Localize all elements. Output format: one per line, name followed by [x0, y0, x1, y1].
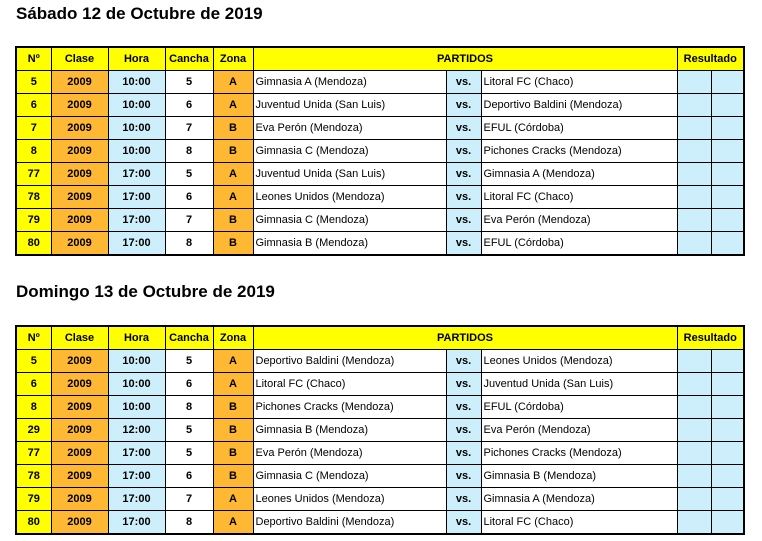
table-row — [16, 373, 744, 396]
versus-label: vs. — [446, 373, 481, 396]
match-clase: 2009 — [51, 209, 108, 232]
header-partidos: PARTIDOS — [253, 47, 677, 71]
home-team: Gimnasia C (Mendoza) — [253, 465, 446, 488]
match-number: 77 — [16, 442, 51, 465]
away-score-cell[interactable] — [711, 94, 744, 117]
match-zona: A — [213, 163, 253, 186]
match-hora: 17:00 — [108, 163, 165, 186]
away-team: Juventud Unida (San Luis) — [481, 373, 677, 396]
match-cancha: 5 — [165, 419, 213, 442]
table-row — [16, 511, 744, 535]
home-team: Pichones Cracks (Mendoza) — [253, 396, 446, 419]
match-number: 7 — [16, 117, 51, 140]
versus-label: vs. — [446, 71, 481, 94]
versus-label: vs. — [446, 465, 481, 488]
home-score-cell[interactable] — [677, 186, 711, 209]
versus-label: vs. — [446, 209, 481, 232]
versus-label: vs. — [446, 350, 481, 373]
match-zona: A — [213, 350, 253, 373]
match-hora: 10:00 — [108, 140, 165, 163]
home-score-cell[interactable] — [677, 396, 711, 419]
away-team: Deportivo Baldini (Mendoza) — [481, 94, 677, 117]
match-cancha: 8 — [165, 511, 213, 535]
away-score-cell[interactable] — [711, 186, 744, 209]
away-score-cell[interactable] — [711, 163, 744, 186]
home-team: Eva Perón (Mendoza) — [253, 117, 446, 140]
away-team: Pichones Cracks (Mendoza) — [481, 442, 677, 465]
match-hora: 17:00 — [108, 465, 165, 488]
away-team: Eva Perón (Mendoza) — [481, 419, 677, 442]
table-row — [16, 140, 744, 163]
match-zona: A — [213, 71, 253, 94]
match-clase: 2009 — [51, 465, 108, 488]
home-score-cell[interactable] — [677, 71, 711, 94]
away-score-cell[interactable] — [711, 232, 744, 256]
versus-label: vs. — [446, 140, 481, 163]
match-zona: A — [213, 511, 253, 535]
away-score-cell[interactable] — [711, 350, 744, 373]
away-score-cell[interactable] — [711, 465, 744, 488]
match-zona: B — [213, 140, 253, 163]
versus-label: vs. — [446, 186, 481, 209]
home-score-cell[interactable] — [677, 350, 711, 373]
home-score-cell[interactable] — [677, 232, 711, 256]
table-row — [16, 209, 744, 232]
match-cancha: 5 — [165, 71, 213, 94]
table-row — [16, 419, 744, 442]
header-cancha: Cancha — [165, 47, 213, 71]
match-clase: 2009 — [51, 373, 108, 396]
match-clase: 2009 — [51, 396, 108, 419]
versus-label: vs. — [446, 488, 481, 511]
match-cancha: 6 — [165, 465, 213, 488]
versus-label: vs. — [446, 419, 481, 442]
match-number: 80 — [16, 232, 51, 256]
match-clase: 2009 — [51, 350, 108, 373]
home-score-cell[interactable] — [677, 209, 711, 232]
away-team: Litoral FC (Chaco) — [481, 511, 677, 535]
away-score-cell[interactable] — [711, 442, 744, 465]
away-score-cell[interactable] — [711, 511, 744, 535]
header-partidos: PARTIDOS — [253, 326, 677, 350]
away-team: Eva Perón (Mendoza) — [481, 209, 677, 232]
away-score-cell[interactable] — [711, 373, 744, 396]
table-row — [16, 163, 744, 186]
match-hora: 10:00 — [108, 94, 165, 117]
match-number: 8 — [16, 396, 51, 419]
versus-label: vs. — [446, 94, 481, 117]
match-zona: B — [213, 396, 253, 419]
match-zona: B — [213, 117, 253, 140]
match-hora: 10:00 — [108, 71, 165, 94]
match-number: 78 — [16, 186, 51, 209]
versus-label: vs. — [446, 396, 481, 419]
home-team: Eva Perón (Mendoza) — [253, 442, 446, 465]
header-row — [16, 326, 744, 350]
away-team: EFUL (Córdoba) — [481, 117, 677, 140]
away-team: Litoral FC (Chaco) — [481, 186, 677, 209]
match-clase: 2009 — [51, 71, 108, 94]
match-hora: 10:00 — [108, 350, 165, 373]
match-hora: 17:00 — [108, 442, 165, 465]
match-zona: B — [213, 209, 253, 232]
match-cancha: 6 — [165, 373, 213, 396]
home-score-cell[interactable] — [677, 511, 711, 535]
match-clase: 2009 — [51, 163, 108, 186]
match-cancha: 7 — [165, 209, 213, 232]
match-number: 80 — [16, 511, 51, 535]
match-hora: 17:00 — [108, 186, 165, 209]
table-row — [16, 94, 744, 117]
away-team: Gimnasia A (Mendoza) — [481, 163, 677, 186]
match-clase: 2009 — [51, 232, 108, 256]
home-score-cell[interactable] — [677, 94, 711, 117]
home-team: Juventud Unida (San Luis) — [253, 94, 446, 117]
versus-label: vs. — [446, 511, 481, 535]
away-team: EFUL (Córdoba) — [481, 232, 677, 256]
schedule-table-sunday — [15, 325, 745, 535]
header-num: Nº — [16, 326, 51, 350]
match-zona: B — [213, 232, 253, 256]
match-clase: 2009 — [51, 117, 108, 140]
match-cancha: 8 — [165, 396, 213, 419]
away-score-cell[interactable] — [711, 140, 744, 163]
header-zona: Zona — [213, 326, 253, 350]
match-cancha: 5 — [165, 442, 213, 465]
match-cancha: 6 — [165, 186, 213, 209]
match-number: 78 — [16, 465, 51, 488]
match-cancha: 5 — [165, 350, 213, 373]
home-team: Deportivo Baldini (Mendoza) — [253, 350, 446, 373]
match-zona: A — [213, 94, 253, 117]
match-number: 8 — [16, 140, 51, 163]
match-number: 6 — [16, 373, 51, 396]
header-resultado: Resultado — [677, 47, 744, 71]
match-number: 6 — [16, 94, 51, 117]
home-team: Gimnasia B (Mendoza) — [253, 419, 446, 442]
match-clase: 2009 — [51, 186, 108, 209]
table-row — [16, 442, 744, 465]
away-team: Gimnasia A (Mendoza) — [481, 488, 677, 511]
match-zona: B — [213, 419, 253, 442]
match-number: 5 — [16, 350, 51, 373]
match-number: 79 — [16, 488, 51, 511]
table-row — [16, 186, 744, 209]
away-team: Gimnasia B (Mendoza) — [481, 465, 677, 488]
home-score-cell[interactable] — [677, 442, 711, 465]
table-row — [16, 465, 744, 488]
match-clase: 2009 — [51, 94, 108, 117]
away-team: Pichones Cracks (Mendoza) — [481, 140, 677, 163]
away-team: Litoral FC (Chaco) — [481, 71, 677, 94]
versus-label: vs. — [446, 232, 481, 256]
table-row — [16, 232, 744, 256]
home-team: Gimnasia C (Mendoza) — [253, 140, 446, 163]
match-clase: 2009 — [51, 140, 108, 163]
away-team: EFUL (Córdoba) — [481, 396, 677, 419]
home-score-cell[interactable] — [677, 117, 711, 140]
away-score-cell[interactable] — [711, 396, 744, 419]
home-team: Gimnasia C (Mendoza) — [253, 209, 446, 232]
home-team: Deportivo Baldini (Mendoza) — [253, 511, 446, 535]
away-score-cell[interactable] — [711, 71, 744, 94]
table-row — [16, 117, 744, 140]
match-number: 5 — [16, 71, 51, 94]
header-clase: Clase — [51, 326, 108, 350]
match-zona: A — [213, 373, 253, 396]
home-score-cell[interactable] — [677, 163, 711, 186]
match-zona: A — [213, 488, 253, 511]
home-score-cell[interactable] — [677, 465, 711, 488]
home-team: Juventud Unida (San Luis) — [253, 163, 446, 186]
match-hora: 17:00 — [108, 209, 165, 232]
match-hora: 17:00 — [108, 232, 165, 256]
versus-label: vs. — [446, 117, 481, 140]
match-number: 79 — [16, 209, 51, 232]
home-score-cell[interactable] — [677, 373, 711, 396]
match-zona: B — [213, 465, 253, 488]
match-cancha: 8 — [165, 140, 213, 163]
home-score-cell[interactable] — [677, 140, 711, 163]
home-team: Leones Unidos (Mendoza) — [253, 488, 446, 511]
home-score-cell[interactable] — [677, 488, 711, 511]
day-title-sunday: Domingo 13 de Octubre de 2019 — [16, 282, 275, 301]
table-row — [16, 71, 744, 94]
schedule-table-saturday — [15, 46, 745, 256]
away-score-cell[interactable] — [711, 117, 744, 140]
home-team: Litoral FC (Chaco) — [253, 373, 446, 396]
day-title-saturday: Sábado 12 de Octubre de 2019 — [16, 4, 263, 23]
match-clase: 2009 — [51, 442, 108, 465]
match-number: 77 — [16, 163, 51, 186]
home-team: Leones Unidos (Mendoza) — [253, 186, 446, 209]
match-clase: 2009 — [51, 419, 108, 442]
table-row — [16, 350, 744, 373]
away-score-cell[interactable] — [711, 488, 744, 511]
match-hora: 17:00 — [108, 488, 165, 511]
away-score-cell[interactable] — [711, 419, 744, 442]
match-hora: 12:00 — [108, 419, 165, 442]
table-row — [16, 396, 744, 419]
match-cancha: 7 — [165, 488, 213, 511]
table-row — [16, 488, 744, 511]
header-zona: Zona — [213, 47, 253, 71]
header-row — [16, 47, 744, 71]
match-clase: 2009 — [51, 488, 108, 511]
header-cancha: Cancha — [165, 326, 213, 350]
versus-label: vs. — [446, 163, 481, 186]
match-clase: 2009 — [51, 511, 108, 535]
away-score-cell[interactable] — [711, 209, 744, 232]
header-clase: Clase — [51, 47, 108, 71]
match-hora: 10:00 — [108, 396, 165, 419]
match-hora: 10:00 — [108, 117, 165, 140]
header-num: Nº — [16, 47, 51, 71]
header-hora: Hora — [108, 47, 165, 71]
match-cancha: 6 — [165, 94, 213, 117]
home-team: Gimnasia B (Mendoza) — [253, 232, 446, 256]
home-score-cell[interactable] — [677, 419, 711, 442]
match-number: 29 — [16, 419, 51, 442]
match-cancha: 7 — [165, 117, 213, 140]
home-team: Gimnasia A (Mendoza) — [253, 71, 446, 94]
match-zona: A — [213, 186, 253, 209]
match-hora: 17:00 — [108, 511, 165, 535]
header-resultado: Resultado — [677, 326, 744, 350]
versus-label: vs. — [446, 442, 481, 465]
away-team: Leones Unidos (Mendoza) — [481, 350, 677, 373]
match-cancha: 5 — [165, 163, 213, 186]
match-hora: 10:00 — [108, 373, 165, 396]
match-cancha: 8 — [165, 232, 213, 256]
match-zona: B — [213, 442, 253, 465]
header-hora: Hora — [108, 326, 165, 350]
